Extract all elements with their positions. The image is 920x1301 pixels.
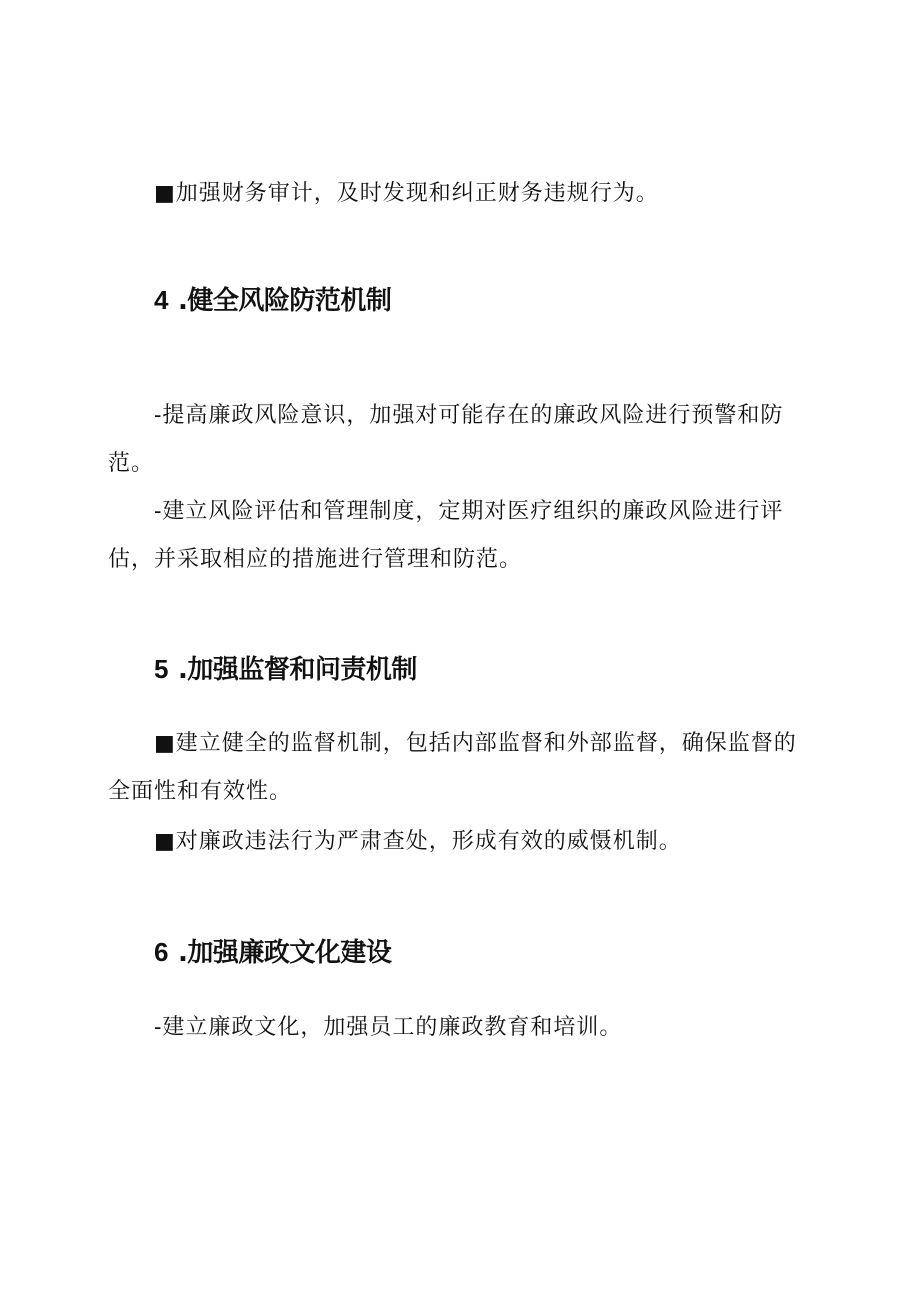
section-heading-4 bbox=[154, 283, 391, 318]
list-item-risk-assessment: -建立风险评估和管理制度，定期对医疗组织的廉政风险进行评估，并采取相应的措施进行管理和防范。 bbox=[108, 499, 784, 572]
section-number: 6 bbox=[154, 937, 168, 967]
section-number: 5 bbox=[154, 654, 168, 684]
list-item-supervision: ■建立健全的监督机制，包括内部监督和外部监督，确保监督的全面性和有效性。 bbox=[108, 731, 797, 804]
section-title: .加强廉政文化建设 bbox=[177, 938, 392, 968]
list-item-culture: -建立廉政文化，加强员工的廉政教育和培训。 bbox=[154, 1015, 623, 1040]
list-item-risk-awareness: -提高廉政风险意识，加强对可能存在的廉政风险进行预警和防范。 bbox=[108, 403, 784, 476]
section-heading-5 bbox=[154, 652, 417, 687]
section-number: 4 bbox=[154, 285, 168, 315]
list-item-punishment: ■对廉政违法行为严肃查处，形成有效的威慑机制。 bbox=[154, 829, 682, 854]
section-title: .加强监督和问责机制 bbox=[177, 655, 417, 685]
list-item-financial-audit: ■加强财务审计，及时发现和纠正财务违规行为。 bbox=[154, 181, 659, 206]
section-title: .健全风险防范机制 bbox=[177, 286, 392, 316]
section-heading-6 bbox=[154, 935, 391, 970]
